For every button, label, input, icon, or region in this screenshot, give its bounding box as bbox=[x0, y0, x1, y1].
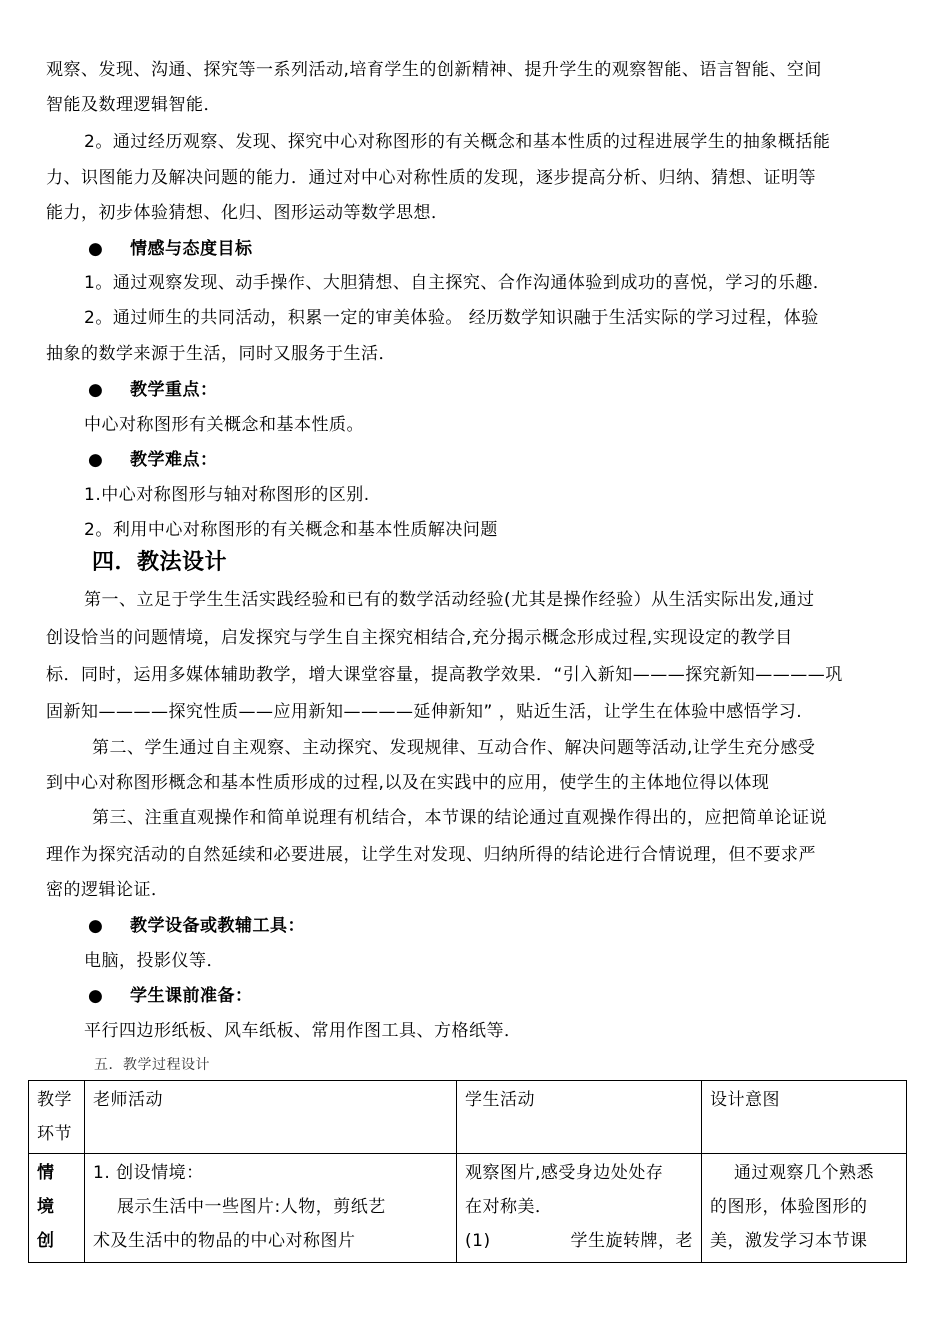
cell-text: 观察图片,感受身边处处存 bbox=[465, 1163, 664, 1183]
bullet-icon: ● bbox=[88, 450, 104, 470]
section-bullet-difficulties bbox=[88, 450, 218, 470]
text-line: 电脑，投影仪等． bbox=[84, 951, 224, 971]
stage-char: 创 bbox=[37, 1231, 55, 1251]
table-caption: 五．教学过程设计 bbox=[94, 1057, 210, 1073]
table-header-row bbox=[29, 1081, 907, 1154]
bullet-icon: ● bbox=[88, 239, 104, 259]
text-line: 密的逻辑论证． bbox=[46, 880, 169, 900]
student-cell bbox=[457, 1154, 702, 1263]
header-teacher: 老师活动 bbox=[85, 1081, 457, 1154]
text-line: 到中心对称图形概念和基本性质形成的过程,以及在实践中的应用，使学生的主体地位得以体现 bbox=[46, 773, 770, 793]
bullet-icon: ● bbox=[88, 986, 104, 1006]
text-line: 平行四边形纸板、风车纸板、常用作图工具、方格纸等． bbox=[84, 1021, 522, 1041]
section-bullet-preparation bbox=[88, 986, 253, 1006]
cell-text: 术及生活中的物品的中心对称图片 bbox=[93, 1231, 356, 1251]
text-line: 智能及数理逻辑智能． bbox=[46, 95, 221, 115]
section-bullet-emotion bbox=[88, 239, 253, 259]
text-line: 第二、学生通过自主观察、主动探究、发现规律、互动合作、解决问题等活动,让学生充分感受 bbox=[92, 738, 816, 758]
text-line: 能力，初步体验猜想、化归、图形运动等数学思想． bbox=[46, 203, 449, 223]
cell-text: 的图形，体验图形的 bbox=[710, 1197, 868, 1217]
cell-text-row bbox=[465, 1224, 693, 1258]
section-bullet-key-points bbox=[88, 380, 218, 400]
text-line: 标．同时，运用多媒体辅助教学，增大课堂容量，提高教学效果．“引入新知———探究新知————巩 bbox=[46, 665, 843, 685]
cell-text: (1) bbox=[465, 1231, 491, 1251]
text-line: 观察、发现、沟通、探究等一系列活动,培育学生的创新精神、提升学生的观察智能、语言智能、空间 bbox=[46, 60, 822, 80]
teaching-process-table bbox=[28, 1080, 907, 1263]
text-line: 固新知————探究性质——应用新知————延伸新知” ，贴近生活，让学生在体验中感悟学习. bbox=[46, 702, 803, 722]
text-line: 抽象的数学来源于生活，同时又服务于生活． bbox=[46, 344, 396, 364]
section-heading: 四．教法设计 bbox=[92, 550, 228, 575]
stage-char: 情 bbox=[37, 1163, 55, 1183]
header-intent: 设计意图 bbox=[702, 1081, 907, 1154]
text-line: 中心对称图形有关概念和基本性质。 bbox=[84, 415, 364, 435]
text-line: 2。通过经历观察、发现、探究中心对称图形的有关概念和基本性质的过程进展学生的抽象概括能 bbox=[84, 132, 831, 152]
bullet-label: 教学重点： bbox=[130, 380, 218, 400]
text-line: 理作为探究活动的自然延续和必要进展，让学生对发现、归纳所得的结论进行合情说理，但不要求严 bbox=[46, 845, 816, 865]
bullet-label: 教学难点： bbox=[130, 450, 218, 470]
text-line: 2。利用中心对称图形的有关概念和基本性质解决问题 bbox=[84, 520, 498, 540]
text-line: 力、识图能力及解决问题的能力．通过对中心对称性质的发现，逐步提高分析、归纳、猜想、证明等 bbox=[46, 168, 816, 188]
bullet-label: 情感与态度目标 bbox=[130, 239, 253, 259]
cell-text: 学生旋转牌，老 bbox=[570, 1231, 693, 1251]
text-line: 1.中心对称图形与轴对称图形的区别. bbox=[84, 485, 370, 505]
cell-text: 通过观察几个熟悉 bbox=[734, 1163, 874, 1183]
cell-text: 1. 创设情境： bbox=[93, 1163, 204, 1183]
header-student: 学生活动 bbox=[457, 1081, 702, 1154]
section-bullet-equipment bbox=[88, 916, 305, 936]
text-line: 第一、立足于学生生活实践经验和已有的数学活动经验(尤其是操作经验）从生活实际出发,通过 bbox=[84, 590, 815, 610]
text-line: 创设恰当的问题情境，启发探究与学生自主探究相结合,充分揭示概念形成过程,实现设定的教学目 bbox=[46, 628, 793, 648]
stage-char: 境 bbox=[37, 1197, 55, 1217]
bullet-label: 学生课前准备： bbox=[130, 986, 253, 1006]
cell-text: 在对称美． bbox=[465, 1197, 553, 1217]
text-line: 第三、注重直观操作和简单说理有机结合，本节课的结论通过直观操作得出的，应把简单论证说 bbox=[92, 808, 827, 828]
bullet-icon: ● bbox=[88, 916, 104, 936]
intent-cell bbox=[702, 1154, 907, 1263]
cell-text: 展示生活中一些图片:人物，剪纸艺 bbox=[117, 1197, 386, 1217]
teacher-cell bbox=[85, 1154, 457, 1263]
text-line: 1。通过观察发现、动手操作、大胆猜想、自主探究、合作沟通体验到成功的喜悦，学习的乐趣． bbox=[84, 273, 831, 293]
text-line: 2。通过师生的共同活动，积累一定的审美体验。 经历数学知识融于生活实际的学习过程，体验 bbox=[84, 308, 819, 328]
cell-text: 美，激发学习本节课 bbox=[710, 1231, 868, 1251]
stage-cell bbox=[29, 1154, 85, 1263]
header-stage: 教学环节 bbox=[29, 1081, 85, 1154]
bullet-label: 教学设备或教辅工具： bbox=[130, 916, 305, 936]
table-row bbox=[29, 1154, 907, 1263]
bullet-icon: ● bbox=[88, 380, 104, 400]
